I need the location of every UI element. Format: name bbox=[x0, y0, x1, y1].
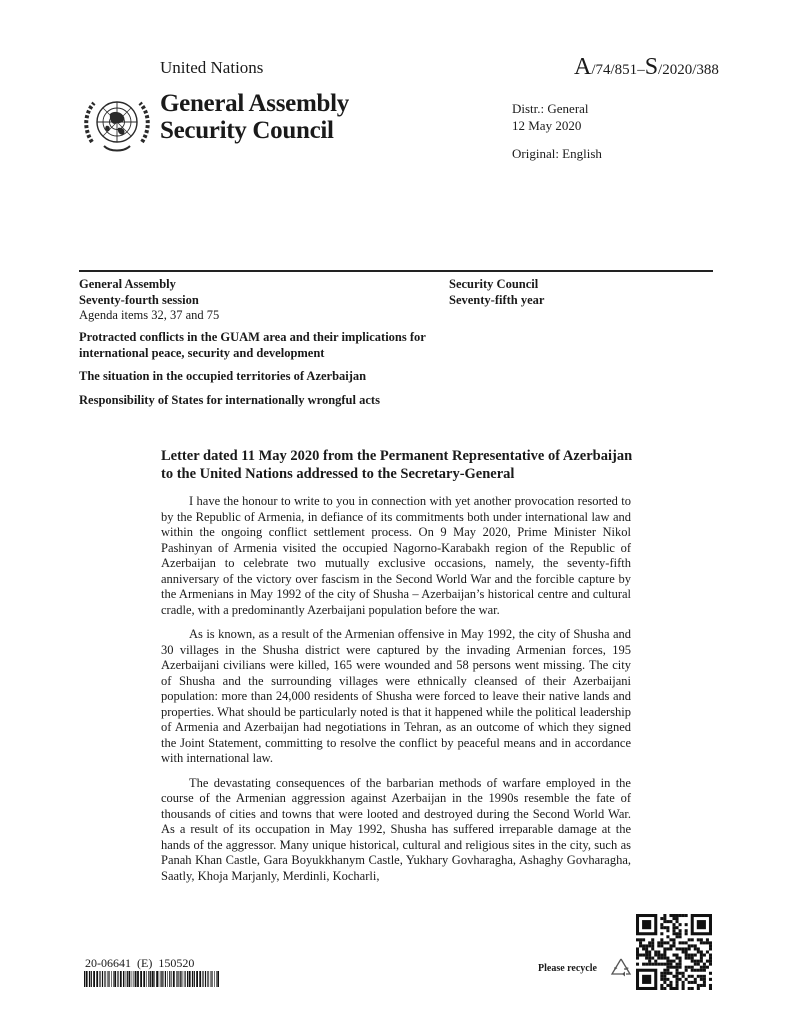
original-language: Original: English bbox=[512, 146, 602, 161]
agenda-title: Responsibility of States for internationally wrongful acts bbox=[79, 392, 380, 407]
date-code: 150520 bbox=[158, 956, 195, 970]
agenda-title: Protracted conflicts in the GUAM area and their implications for international peace, security and development bbox=[79, 330, 426, 360]
organization-label: United Nations bbox=[160, 58, 264, 77]
security-council-block bbox=[449, 277, 544, 308]
general-assembly-block bbox=[79, 277, 219, 324]
symbol-a-number: /74/851 bbox=[591, 62, 638, 78]
letter-title: Letter dated 11 May 2020 from the Permanent Representative of Azerbaijan to the United Nations addressed to the Secretary-General bbox=[161, 448, 633, 482]
symbol-a: A bbox=[574, 54, 592, 80]
body-paragraph: The devastating consequences of the barbarian methods of warfare employed in the course of the Armenian aggression against Azerbaijan in the 1990s resemble the fate of thousands of cities and towns that were looted and destroyed during the Second World War. As a result of its occupation in May 1992, Shusha has suffered irreparable damage at the hands of the aggressor. Many unique historical, cultural and religious sites in the city, such as Panah Khan Castle, Gara Boyukkhanym Castle, Yukhary Govharagha, Ashaghy Govharagha, Saatly, Khoja Marjanly, Merdinli, Kocharli, bbox=[161, 775, 631, 883]
ga-heading: General Assembly bbox=[79, 277, 176, 291]
document-title bbox=[160, 90, 349, 144]
distribution-block bbox=[512, 100, 589, 134]
ga-agenda-items: Agenda items 32, 37 and 75 bbox=[79, 308, 220, 322]
document-number: 20-06641 (E) bbox=[85, 956, 153, 970]
letter-body bbox=[161, 494, 631, 893]
body-paragraph: As is known, as a result of the Armenian offensive in May 1992, the city of Shusha and 30 villages in the Shusha district were captured by the invading Armenian forces, 195 Azerbaijani civilians were killed, 165 were wounded and 58 persons went missing. The city of Shusha and the surrounding villages were ethnically cleansed of their Azerbaijani population: more than 24,000 residents of Shusha were forced to leave their native lands and properties. What should be particularly noted is that it happened while the political leadership of Armenia and Azerbaijan had negotiations in Tehran, as an outcome of which they signed the Joint Statement, committing to resolve the conflict by peaceful means and in accordance with international law. bbox=[161, 627, 631, 765]
symbol-s: S bbox=[644, 54, 659, 80]
distribution-label: Distr.: General bbox=[512, 101, 589, 116]
symbol-s-number: /2020/388 bbox=[658, 62, 719, 78]
issue-date: 12 May 2020 bbox=[512, 118, 582, 133]
agenda-titles bbox=[79, 330, 439, 416]
job-number bbox=[85, 956, 194, 971]
recycle-label: Please recycle bbox=[538, 963, 597, 974]
un-emblem-icon bbox=[82, 90, 152, 160]
agenda-title: The situation in the occupied territories of Azerbaijan bbox=[79, 369, 367, 383]
symbol-dash: – bbox=[637, 62, 645, 78]
body-paragraph: I have the honour to write to you in connection with yet another provocation resorted to by the Republic of Armenia, in defiance of its commitments both under international law and within the ongoing conflict settlement process. On 9 May 2020, Prime Minister Nikol Pashinyan of Armenia visited the occupied Nagorno-Karabakh region of the Republic of Azerbaijan to celebrate two mutually exclusive occasions, namely, the seventy-fifth anniversary of the victory over fascism in the Second World War and the forcible capture by the Armenians in May 1992 of the city of Shusha – Azerbaijan’s historical centre and cultural cradle, with a predominantly Azerbaijani population before the war. bbox=[161, 494, 631, 617]
title-general-assembly: General Assembly bbox=[160, 90, 349, 117]
barcode-icon bbox=[84, 971, 219, 987]
recycle-icon bbox=[608, 956, 634, 978]
document-symbol bbox=[574, 54, 719, 81]
ga-session: Seventy-fourth session bbox=[79, 292, 199, 307]
header-divider bbox=[79, 270, 713, 272]
title-security-council: Security Council bbox=[160, 117, 334, 144]
sc-heading: Security Council bbox=[449, 277, 539, 291]
qr-code-icon bbox=[636, 914, 712, 990]
sc-year: Seventy-fifth year bbox=[449, 292, 545, 307]
